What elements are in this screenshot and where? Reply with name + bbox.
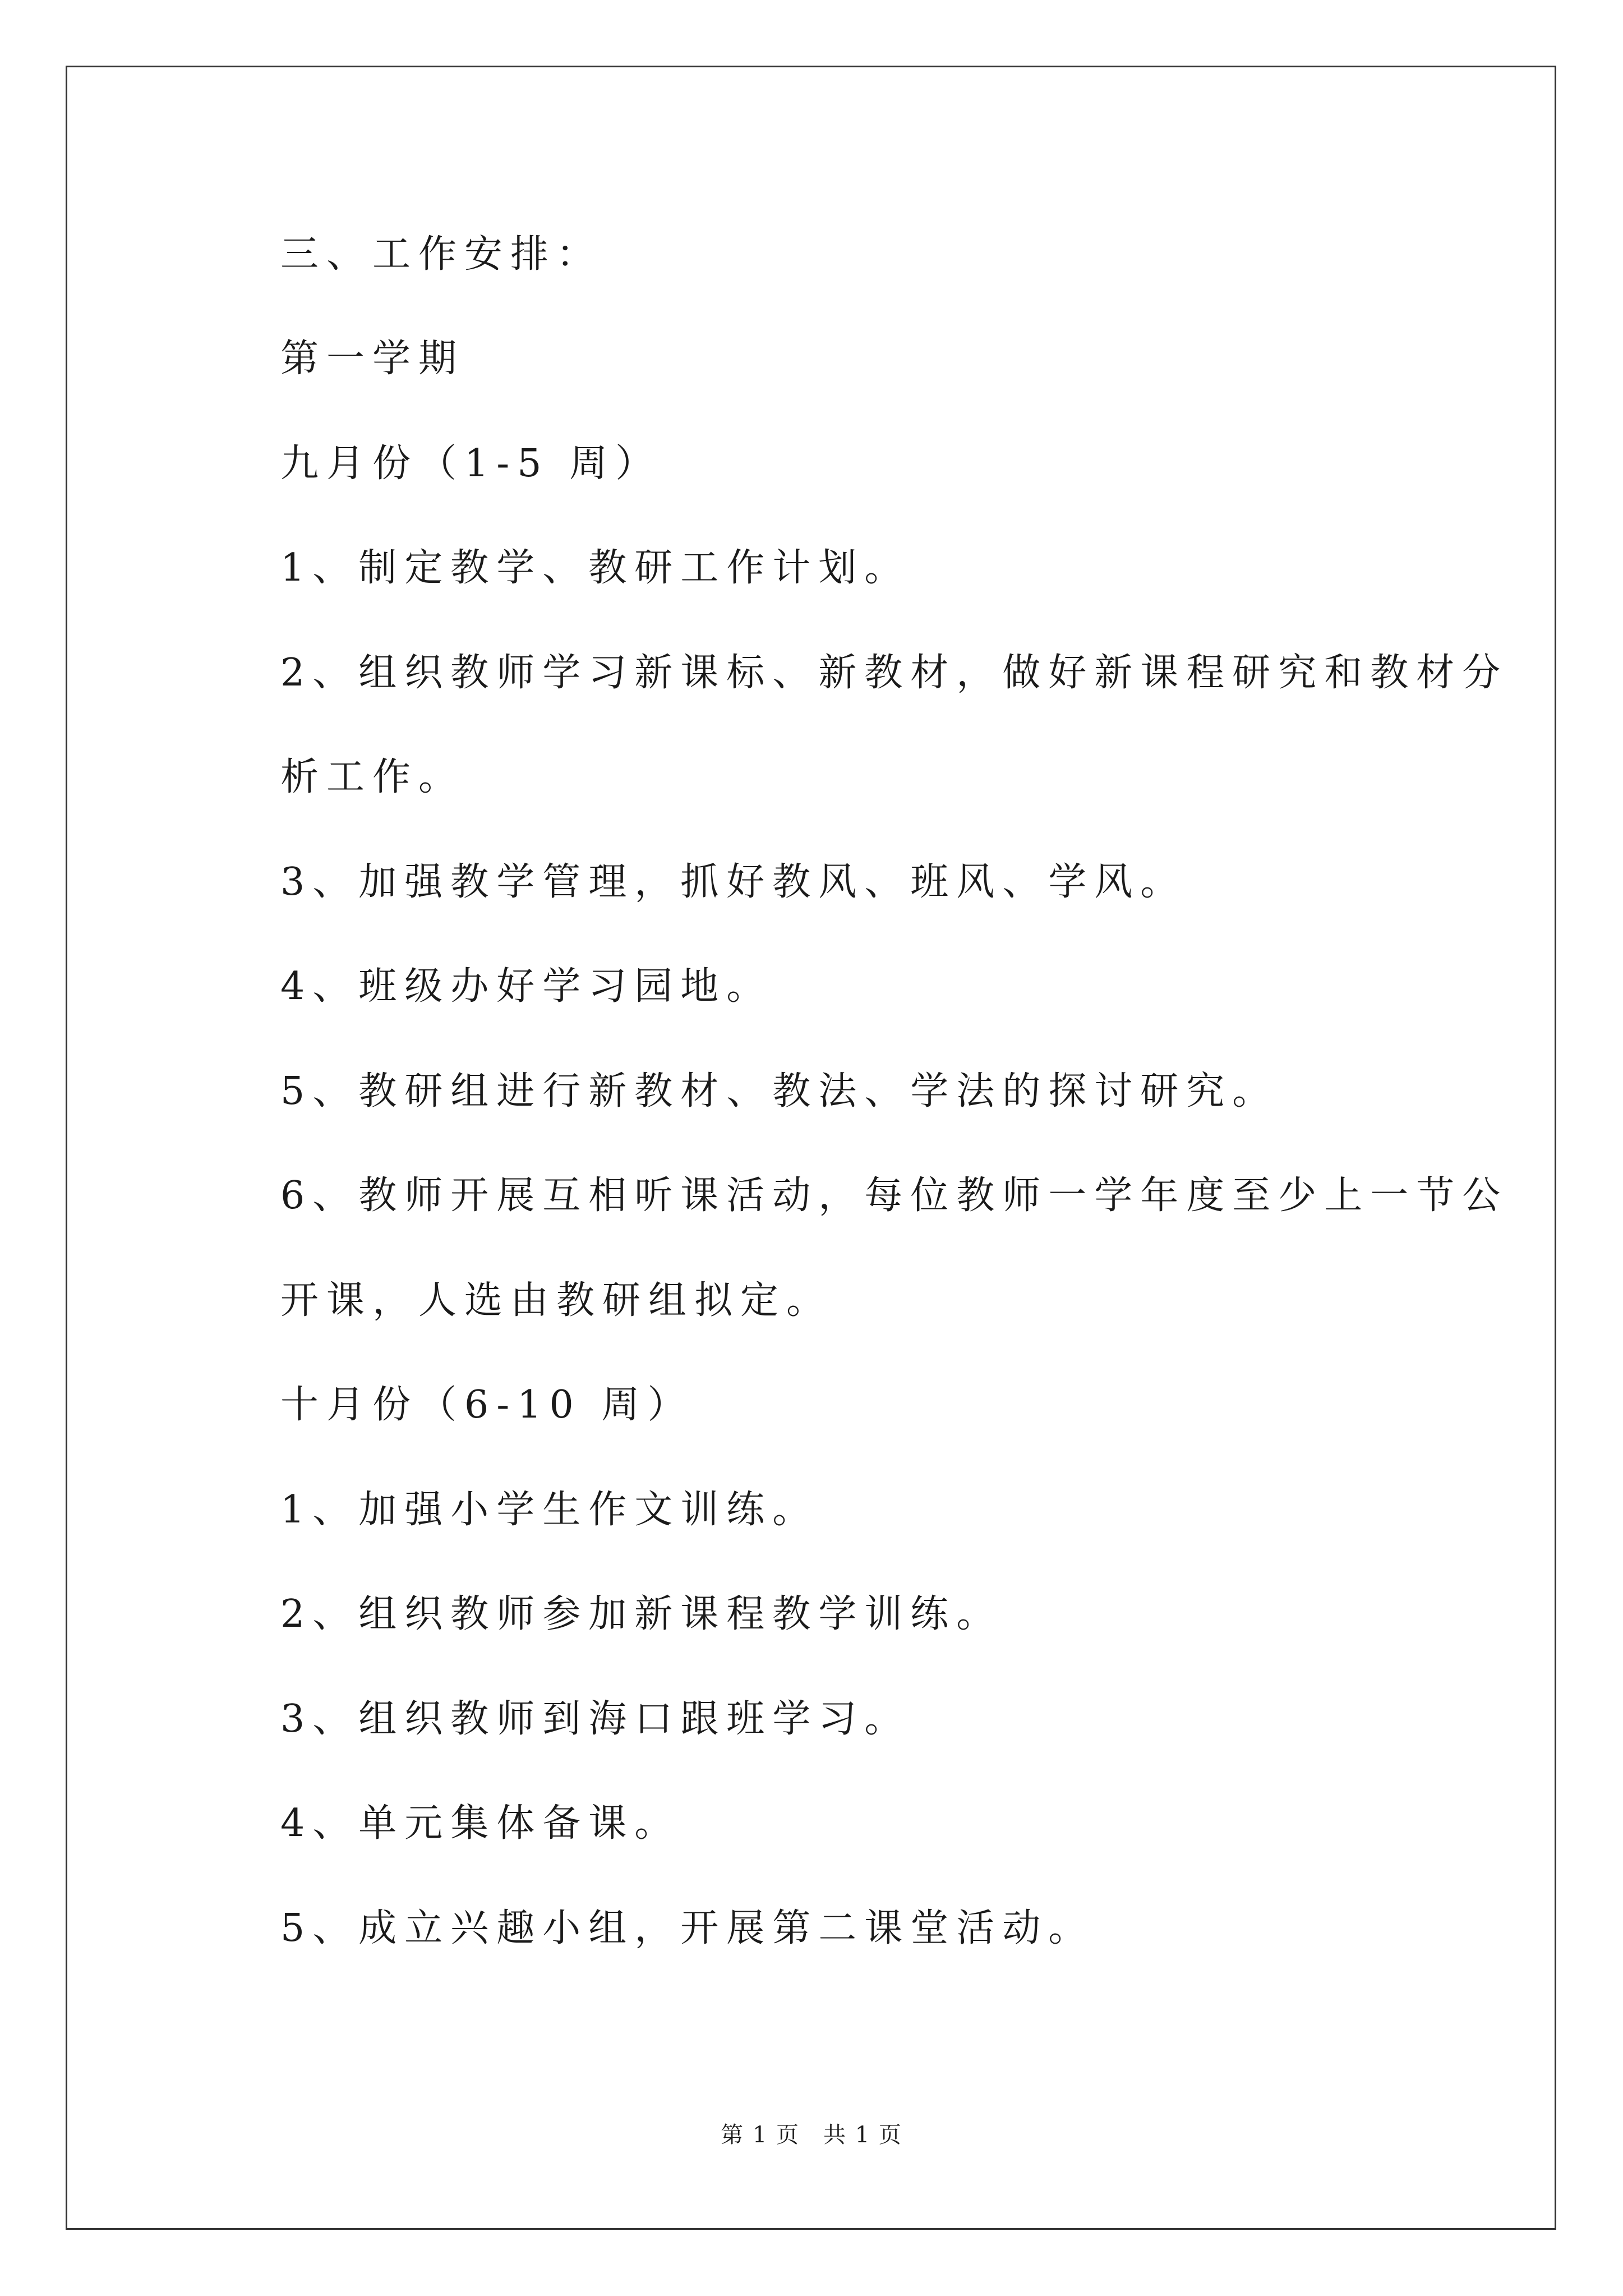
page-number-footer: 第 1 页 共 1 页	[721, 2122, 902, 2148]
list-item: 4、班级办好学习园地。	[280, 964, 773, 1009]
list-item: 3、加强教学管理，抓好教风、班风、学风。	[280, 860, 1187, 904]
page-border	[66, 66, 1556, 2230]
list-item: 5、成立兴趣小组，开展第二课堂活动。	[280, 1906, 1095, 1950]
list-item: 2、组织教师学习新课标、新教材，做好新课程研究和教材分	[280, 651, 1509, 695]
list-item: 2、组织教师参加新课程教学训练。	[280, 1592, 1003, 1636]
list-item-continuation: 开课，人选由教研组拟定。	[280, 1278, 833, 1323]
list-item: 1、制定教学、教研工作计划。	[280, 546, 911, 590]
semester-heading: 第一学期	[280, 337, 465, 381]
list-item: 1、加强小学生作文训练。	[280, 1488, 819, 1532]
month-heading-september: 九月份（1-5 周）	[280, 441, 662, 486]
list-item: 3、组织教师到海口跟班学习。	[280, 1697, 911, 1741]
list-item-continuation: 析工作。	[280, 755, 465, 799]
section-heading: 三、工作安排：	[280, 232, 603, 277]
list-item: 4、单元集体备课。	[280, 1801, 681, 1846]
list-item: 5、教研组进行新教材、教法、学法的探讨研究。	[280, 1069, 1279, 1114]
month-heading-october: 十月份（6-10 周）	[280, 1383, 694, 1427]
list-item: 6、教师开展互相听课活动，每位教师一学年度至少上一节公	[280, 1174, 1509, 1218]
